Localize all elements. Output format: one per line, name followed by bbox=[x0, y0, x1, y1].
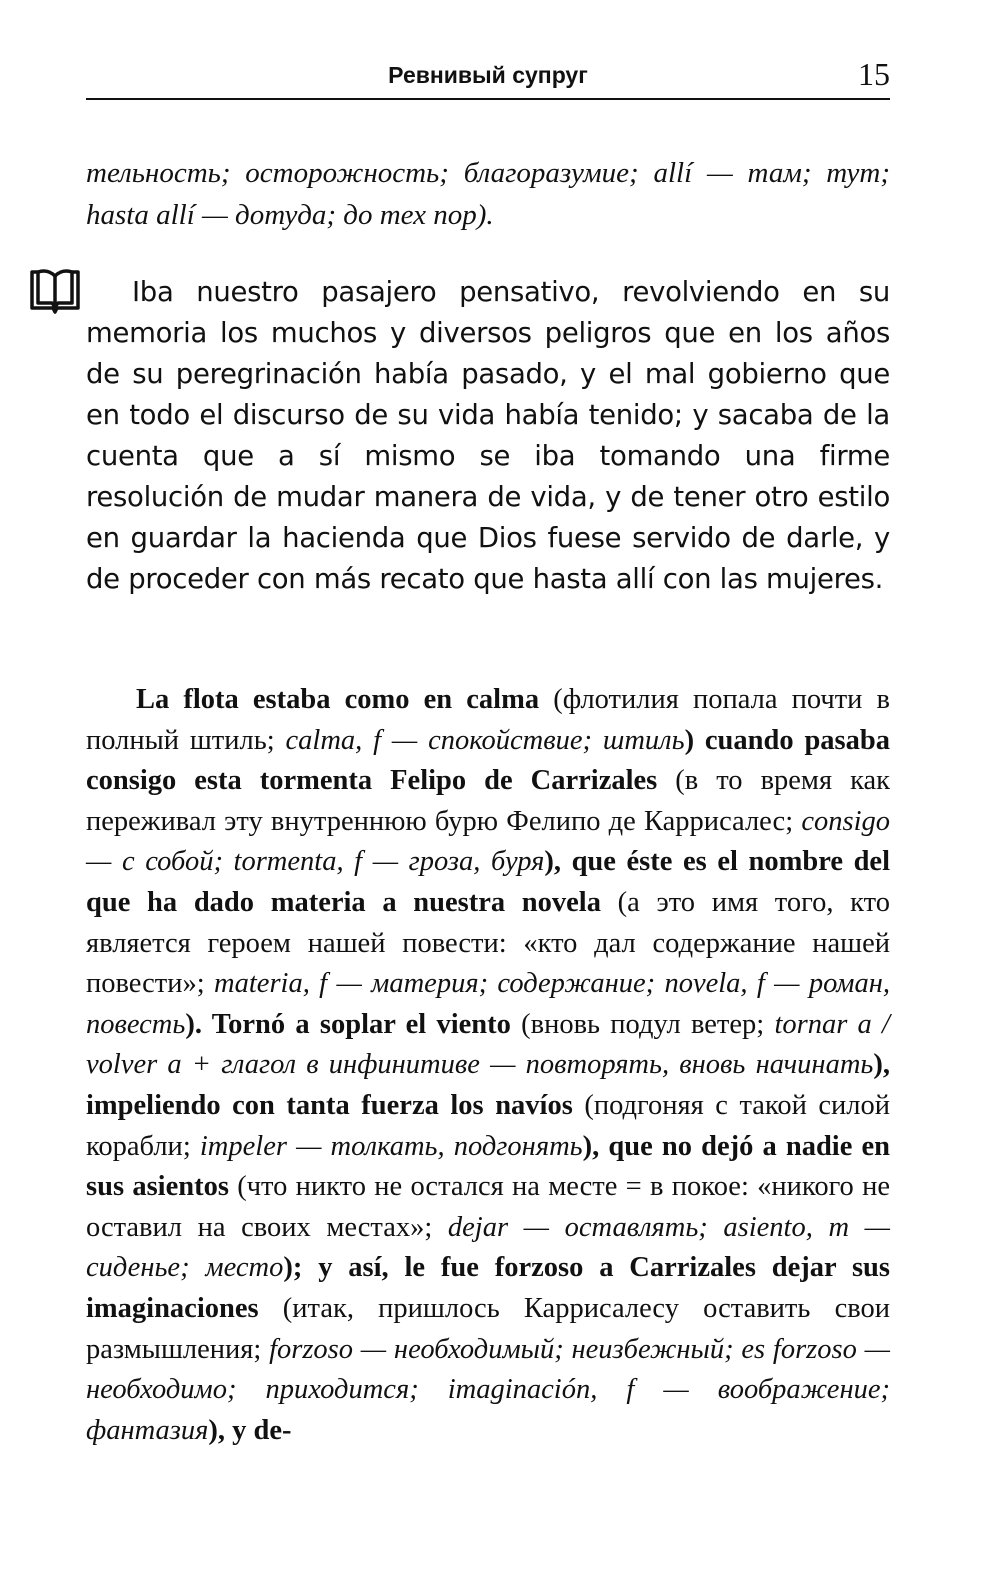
punctuation: ), bbox=[208, 1414, 233, 1446]
translation: (подгоняя с такой силой корабли; bbox=[86, 1089, 890, 1162]
vocabulary-note: materia, f — материя; содержание; novela, f — роман, повесть bbox=[86, 968, 890, 1040]
spanish-phrase: y así, le fue forzoso a Carrizales dejar sus imaginaciones bbox=[86, 1252, 891, 1324]
page-number: 15 bbox=[858, 56, 890, 92]
punctuation: ). bbox=[185, 1008, 212, 1040]
vocabulary-note: tornar a / volver a + глагол в инфинитиве — повторять, вновь начинать bbox=[86, 1008, 890, 1081]
vocabulary-note: dejar — оставлять; asiento, m — сиденье; место bbox=[86, 1211, 890, 1284]
translation: (флотилия попала почти в полный штиль; bbox=[86, 684, 890, 756]
vocabulary-note: impeler — толкать, подгонять bbox=[199, 1130, 583, 1162]
spanish-phrase: que no dejó a nadie en sus asientos bbox=[86, 1130, 890, 1203]
spanish-phrase: La flota estaba como en calma bbox=[136, 684, 540, 715]
punctuation: ) bbox=[684, 724, 705, 756]
translation: (а это имя того, кто является героем нашей повести: «кто дал содержание нашей повести»; bbox=[86, 886, 890, 1000]
spanish-phrase: que éste es el nombre del que ha dado materia a nuestra novela bbox=[86, 846, 890, 918]
spanish-phrase: y de- bbox=[232, 1414, 292, 1446]
punctuation: ), bbox=[544, 846, 572, 878]
vocabulary-note: calma, f — спокойствие; штиль bbox=[285, 724, 685, 756]
translation: (что никто не остался на месте = в покое: «никого не оставил на своих местах»; bbox=[86, 1171, 890, 1243]
vocabulary-note: consigo — с собой; tormenta, f — гроза, буря bbox=[86, 805, 890, 878]
punctuation: ); bbox=[283, 1252, 319, 1284]
original-text: Iba nuestro pasajero pensativo, revolviendo en su memoria los muchos y diversos peligros que en los años de su peregrinación había pasado, y el mal gobierno que en todo el discurso de su vida había tenido; y sacaba de la cuenta que a sí mismo se iba tomando una firme resolución de mudar manera de vida, y de tener otro estilo en guardar la hacienda que Dios fuese servido de darle, y de proceder con más recato que hasta allí con las mujeres. bbox=[86, 276, 890, 595]
translation: (вновь подул ветер; bbox=[510, 1008, 775, 1040]
spanish-phrase: impeliendo con tanta fuerza los navíos bbox=[86, 1089, 573, 1121]
spanish-phrase: cuando pasaba consigo esta tormenta Felipo de Carrizales bbox=[86, 724, 890, 797]
punctuation: ), bbox=[582, 1130, 609, 1162]
intro-paragraph: тельность; осторожность; благоразумие; allí — там; тут; hasta allí — дотуда; до тех пор). bbox=[86, 157, 890, 231]
open-book-icon bbox=[28, 268, 82, 314]
punctuation: ), bbox=[873, 1049, 890, 1081]
running-title: Ревнивый супруг bbox=[388, 62, 588, 88]
vocabulary-note: forzoso — необходимый; неизбежный; es forzoso — необходимо; приходится; imaginación, f — воображение; фантазия bbox=[86, 1333, 890, 1446]
original-paragraph bbox=[86, 272, 890, 600]
gloss-paragraph bbox=[86, 680, 890, 1451]
translation: (итак, пришлось Каррисалесу оставить свои размышления; bbox=[86, 1292, 890, 1365]
spanish-phrase: Tornó a soplar el viento bbox=[211, 1008, 511, 1040]
translation: (в то время как переживал эту внутреннюю бурю Фелипо де Каррисалес; bbox=[86, 765, 890, 837]
running-header bbox=[86, 52, 890, 100]
